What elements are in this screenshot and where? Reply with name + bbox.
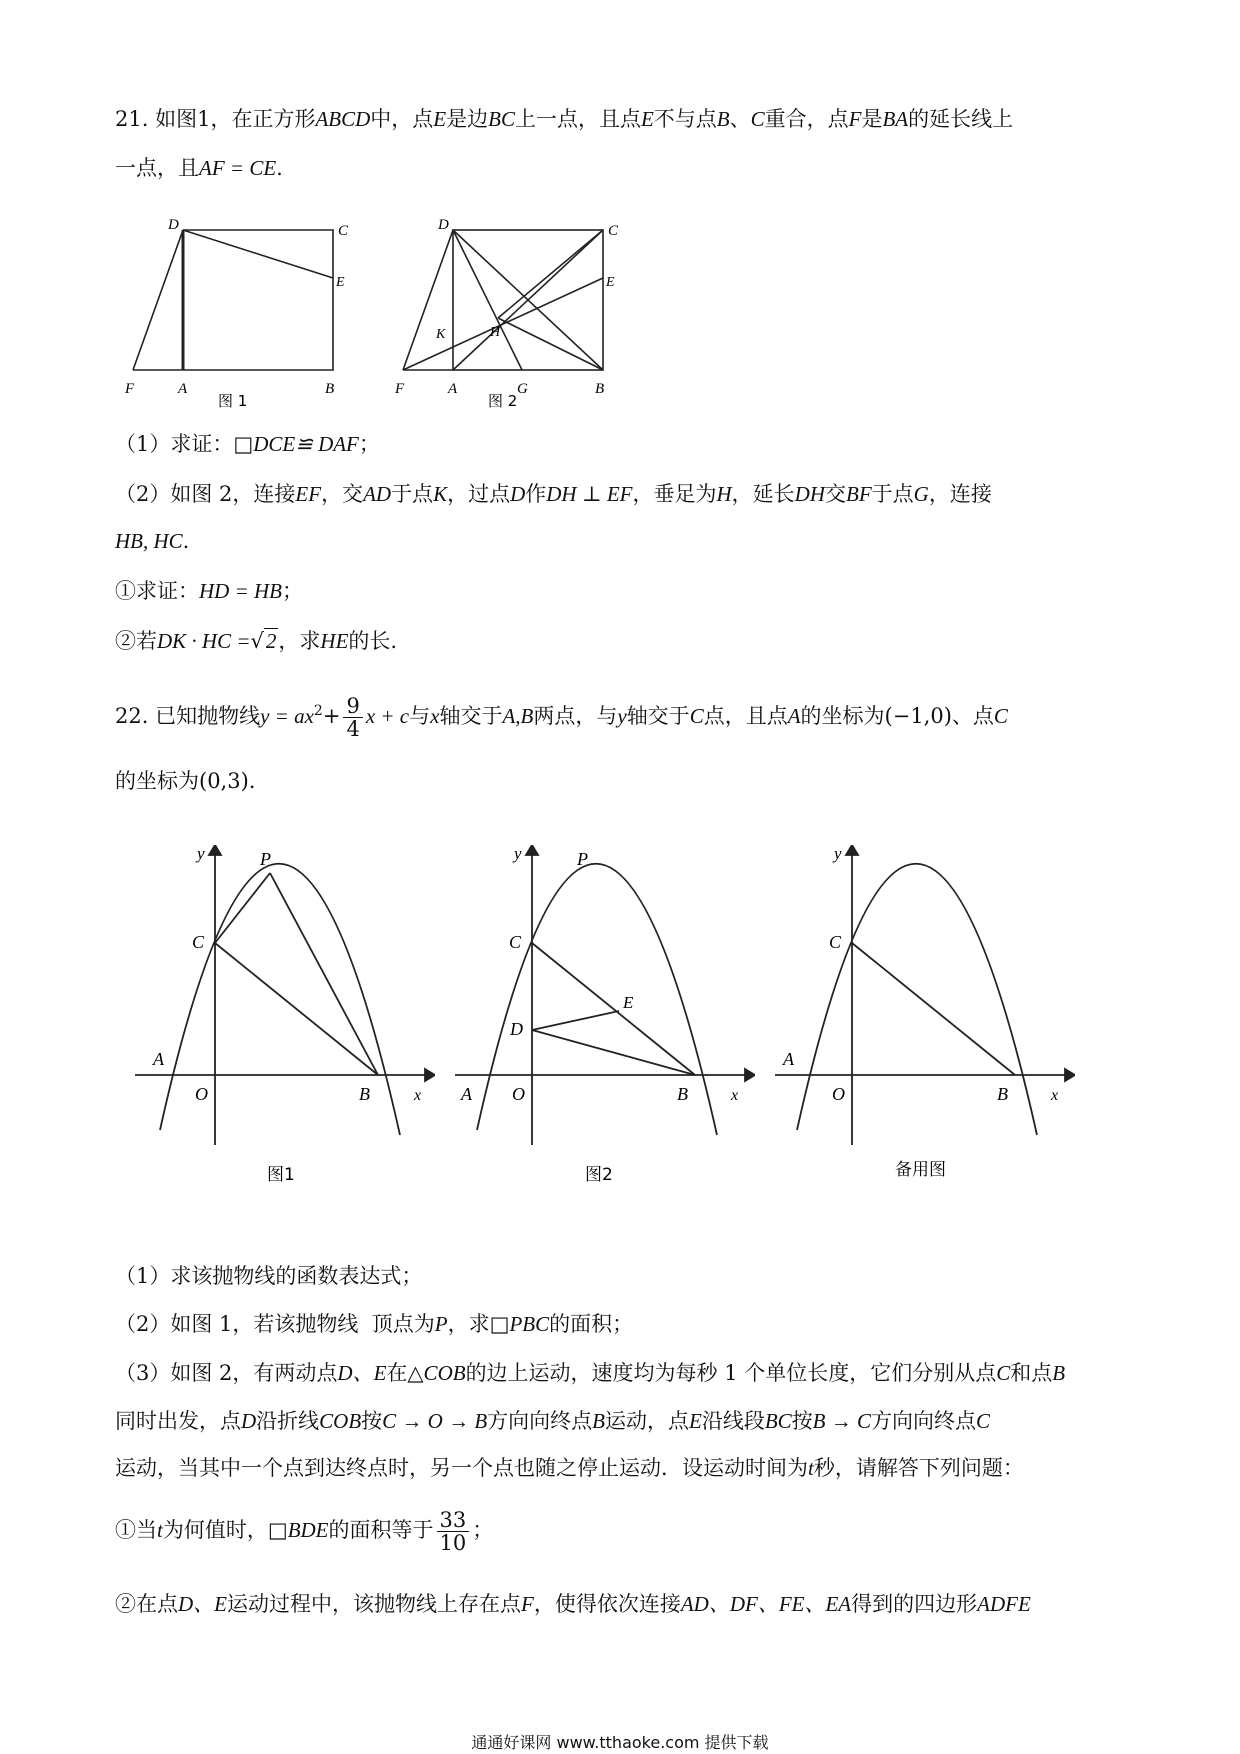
label-y: y	[834, 845, 842, 863]
label-F: F	[395, 381, 405, 397]
label-D: D	[168, 217, 179, 233]
label-P: P	[260, 849, 271, 869]
q22-line1: 22. 已知抛物线$y = ax^2+$ $\frac{9}{4}$ x + c与x轴交于A,B两点，与y轴交于C点，且点A的坐标为(−1,0)、点C	[115, 694, 1008, 741]
fig2-caption: 图2	[585, 1165, 613, 1185]
q22-part3-line3: 运动，当其中一个点到达终点时，另一个点也随之停止运动．设运动时间为t秒，请解答下列问题：	[115, 1456, 1024, 1480]
label-E: E	[606, 275, 615, 290]
label-A: A	[461, 1084, 472, 1104]
fig1-caption: 图 1	[218, 392, 248, 410]
label-C: C	[192, 932, 205, 952]
label-x: x	[731, 1087, 739, 1104]
q22-part1: （1）求该抛物线的函数表达式；	[115, 1264, 423, 1288]
q22-part2: （2）如图 1，若该抛物线 顶点为P，求□PBC的面积；	[115, 1312, 634, 1336]
label-B: B	[677, 1084, 688, 1104]
label-O: O	[832, 1084, 845, 1104]
label-D: D	[438, 217, 449, 233]
q22-part3-line2: 同时出发，点D沿折线COB按C → O → B方向向终点B运动，点E沿线段BC按B → C方向向终点C	[115, 1409, 991, 1433]
q22-sub2: ②在点D、E运动过程中，该抛物线上存在点F，使得依次连接AD、DF、FE、EA得到的四边形ADFE	[115, 1592, 1031, 1616]
q21-figure-1	[120, 210, 360, 410]
label-A: A	[153, 1049, 164, 1069]
q22-figure-1	[135, 845, 435, 1185]
label-A: A	[448, 381, 458, 397]
label-O: O	[195, 1084, 208, 1104]
fig1-caption: 图1	[267, 1165, 295, 1185]
label-B: B	[595, 381, 605, 397]
footer-text: 通通好课网 www.tthaoke.com 提供下载	[471, 1733, 769, 1752]
label-E: E	[623, 993, 634, 1012]
label-H: H	[490, 325, 501, 340]
label-K: K	[436, 327, 446, 342]
q21-figure-2	[390, 210, 630, 410]
q22-line2: 的坐标为(0,3).	[115, 769, 256, 793]
label-y: y	[514, 845, 522, 863]
q22-sub1: ①当t为何值时，□BDE的面积等于 $\frac{33}{10}$ ；	[115, 1508, 494, 1555]
label-B: B	[325, 381, 335, 397]
label-B: B	[997, 1084, 1008, 1104]
label-E: E	[336, 275, 345, 290]
label-D: D	[510, 1019, 523, 1039]
fig2-caption: 图 2	[488, 392, 518, 410]
fig3-caption: 备用图	[895, 1160, 946, 1180]
label-O: O	[512, 1084, 525, 1104]
label-G: G	[517, 381, 528, 397]
q21-part2-line2: HB, HC.	[115, 529, 190, 553]
label-A: A	[178, 381, 188, 397]
label-B: B	[359, 1084, 370, 1104]
label-C: C	[509, 932, 522, 952]
q21-line2: 一点，且AF = CE.	[115, 156, 283, 180]
label-x: x	[414, 1087, 422, 1104]
label-C: C	[338, 223, 349, 239]
label-x: x	[1051, 1087, 1059, 1104]
label-P: P	[577, 849, 588, 869]
q22-figure-3	[775, 845, 1075, 1185]
label-y: y	[197, 845, 205, 863]
q21-sub1: ①求证：HD = HB；	[115, 579, 303, 603]
q22-part3-line1: （3）如图 2，有两动点D、E在△COB的边上运动，速度均为每秒 1 个单位长度，它们分别从点C和点B	[115, 1361, 1066, 1385]
q21-part1: （1）求证：□DCE≌ DAF；	[115, 432, 380, 456]
q21-line1: 21. 如图1，在正方形ABCD中，点E是边BC上一点，且点E不与点B、C重合，点F是BA的延长线上	[115, 107, 1014, 131]
q21-sub2: ②若DK · HC =√2，求HE的长.	[115, 629, 398, 653]
q22-figure-2	[455, 845, 755, 1185]
q21-part2-line1: （2）如图 2，连接EF，交AD于点K，过点D作DH ⊥ EF，垂足为H，延长DH交BF于点G，连接	[115, 482, 992, 506]
label-C: C	[829, 932, 842, 952]
label-C: C	[608, 223, 619, 239]
label-F: F	[125, 381, 135, 397]
label-A: A	[783, 1049, 794, 1069]
